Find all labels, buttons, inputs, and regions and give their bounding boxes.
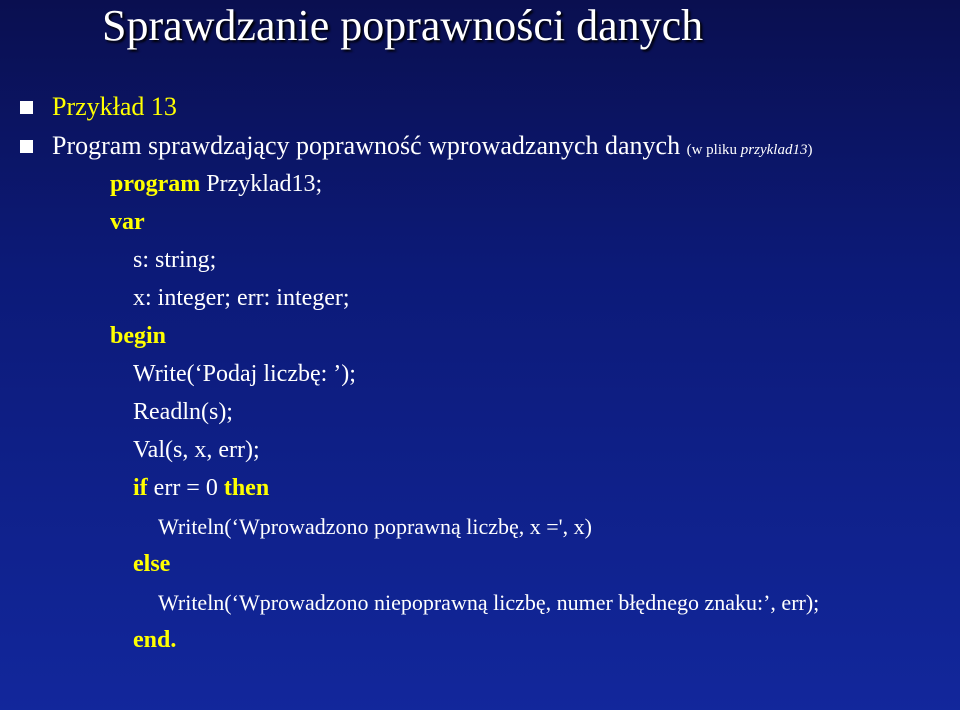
keyword: then [223, 475, 270, 501]
code-line-program [110, 170, 322, 198]
keyword: end. [133, 627, 177, 653]
keyword: program [110, 171, 201, 197]
code-line-3: s: string; [133, 247, 217, 273]
code-line-var [110, 208, 145, 236]
code-line-7: Readln(s); [133, 399, 233, 425]
code-line-6: Write(‘Podaj liczbę: ’); [133, 361, 356, 387]
file-note-prefix: (w pliku [686, 142, 741, 158]
keyword: else [133, 551, 171, 577]
file-note-suffix: ) [807, 142, 813, 158]
code-line-else [133, 550, 170, 578]
keyword: begin [110, 323, 167, 349]
code-line-4: x: integer; err: integer; [133, 285, 350, 311]
code-text: err = 0 [147, 475, 224, 501]
code-text: Przyklad13; [200, 171, 323, 197]
file-note [687, 142, 813, 158]
bullet-text-line [52, 131, 812, 165]
bullet-text: Program sprawdzający poprawność wprowadzanych danych [52, 131, 681, 160]
square-bullet-icon [20, 101, 33, 114]
code-line-end [133, 626, 176, 654]
keyword: if [133, 475, 148, 501]
slide-title: Sprawdzanie poprawności danych [102, 1, 704, 50]
code-line-10: Writeln(‘Wprowadzono poprawną liczbę, x =', x) [158, 514, 592, 539]
code-line-begin [110, 322, 166, 350]
code-line-if [133, 474, 269, 502]
code-line-8: Val(s, x, err); [133, 437, 260, 463]
bullet-text: Przykład 13 [52, 92, 177, 121]
file-note-name: przyklad13 [740, 142, 808, 158]
keyword: var [110, 209, 145, 235]
square-bullet-icon [20, 140, 33, 153]
code-line-12: Writeln(‘Wprowadzono niepoprawną liczbę, numer błędnego znaku:’, err); [158, 590, 820, 615]
